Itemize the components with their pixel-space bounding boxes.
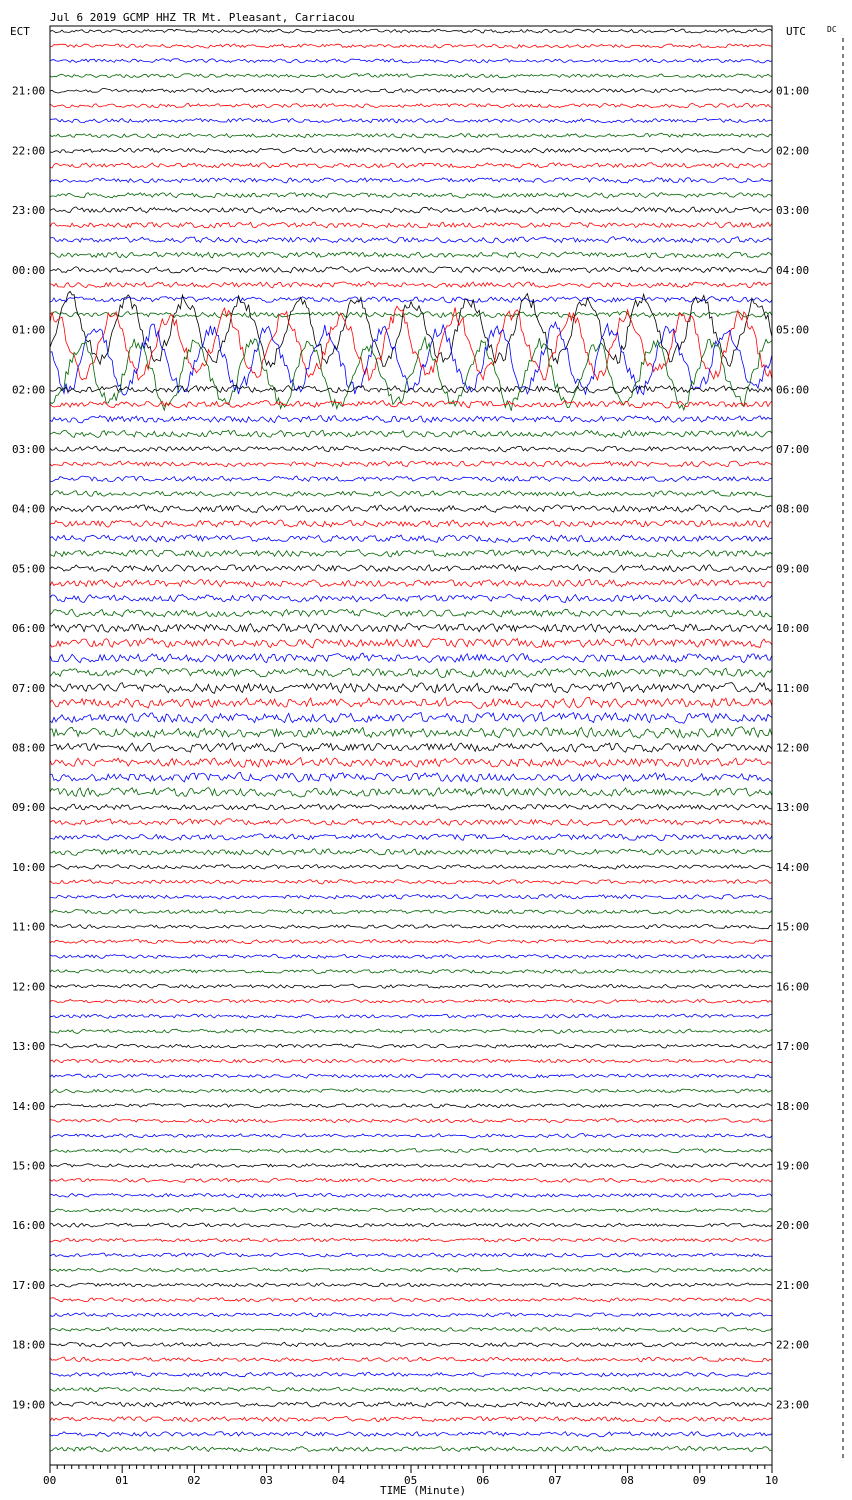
left-hour-label: 19:00 <box>12 1398 46 1412</box>
trace-line <box>50 1029 772 1033</box>
right-hour-label: 01:00 <box>776 84 810 98</box>
trace-line <box>50 788 772 798</box>
right-hour-label: 23:00 <box>776 1398 810 1412</box>
x-tick-label: 10 <box>765 1474 779 1487</box>
left-hour-label: 06:00 <box>12 622 46 636</box>
trace-line <box>50 1014 772 1018</box>
trace-line <box>50 1328 772 1332</box>
trace-line <box>50 207 772 213</box>
right-hour-label: 02:00 <box>776 144 810 158</box>
trace-line <box>50 148 772 153</box>
trace-line <box>50 954 772 958</box>
trace-line <box>50 222 772 228</box>
left-hour-label: 13:00 <box>12 1040 46 1053</box>
x-tick-label: 06 <box>476 1474 490 1487</box>
trace-line <box>50 834 772 841</box>
left-hour-label: 11:00 <box>12 920 46 934</box>
x-tick-label: 02 <box>187 1474 201 1487</box>
trace-line <box>50 322 772 395</box>
trace-line <box>50 804 772 810</box>
trace-line <box>50 758 772 768</box>
trace-line <box>50 1253 772 1257</box>
right-hour-label: 15:00 <box>776 920 810 934</box>
trace-line <box>50 638 772 648</box>
right-hour-label: 06:00 <box>776 383 810 397</box>
trace-line <box>50 849 772 856</box>
right-hour-label: 19:00 <box>776 1159 810 1173</box>
trace-line <box>50 535 772 543</box>
right-hour-label: 09:00 <box>776 562 810 576</box>
right-hour-label: 10:00 <box>776 622 810 636</box>
trace-line <box>50 1432 772 1437</box>
x-tick-label: 05 <box>404 1474 418 1487</box>
right-hour-labels <box>776 85 809 1412</box>
trace-line <box>50 44 772 48</box>
trace-line <box>50 924 772 928</box>
trace-line <box>50 1193 772 1197</box>
trace-line <box>50 653 772 663</box>
trace-line <box>50 1163 772 1167</box>
trace-line <box>50 505 772 513</box>
trace-line <box>50 1119 772 1123</box>
trace-line <box>50 1238 772 1242</box>
x-tick-label: 01 <box>115 1474 129 1487</box>
trace-line <box>50 1372 772 1377</box>
right-hour-label: 11:00 <box>776 681 810 695</box>
right-hour-label: 14:00 <box>776 860 810 874</box>
left-hour-label: 03:00 <box>12 443 46 456</box>
right-hour-label: 03:00 <box>776 204 810 218</box>
corner-label: DC <box>827 25 837 34</box>
right-hour-label: 18:00 <box>776 1099 810 1113</box>
trace-line <box>50 712 772 723</box>
trace-line <box>50 579 772 587</box>
trace-line <box>50 697 772 708</box>
trace-line <box>50 1223 772 1227</box>
trace-line <box>50 609 772 617</box>
trace-line <box>50 1268 772 1272</box>
left-hour-label: 04:00 <box>12 502 46 516</box>
trace-line <box>50 401 772 409</box>
trace-line <box>50 446 772 452</box>
right-hour-label: 17:00 <box>776 1040 810 1053</box>
trace-line <box>50 1104 772 1108</box>
trace-line <box>50 133 772 138</box>
trace-line <box>50 1357 772 1362</box>
trace-line <box>50 939 772 943</box>
trace-line <box>50 1387 772 1392</box>
left-hour-label: 02:00 <box>12 383 46 397</box>
trace-line <box>50 416 772 423</box>
trace-line <box>50 668 772 677</box>
left-hour-label: 15:00 <box>12 1159 46 1173</box>
x-tick-label: 09 <box>692 1474 707 1487</box>
right-hour-label: 12:00 <box>776 741 810 755</box>
trace-line <box>50 103 772 107</box>
trace-group <box>50 29 772 1452</box>
trace-line <box>50 1313 772 1317</box>
trace-line <box>50 1089 772 1093</box>
trace-line <box>50 306 772 380</box>
x-tick-label: 08 <box>620 1474 634 1487</box>
trace-line <box>50 163 772 168</box>
trace-line <box>50 1178 772 1182</box>
trace-line <box>50 1059 772 1063</box>
trace-line <box>50 386 772 394</box>
trace-line <box>50 865 772 870</box>
x-tick-label: 03 <box>259 1474 273 1487</box>
trace-line <box>50 910 772 914</box>
trace-line <box>50 773 772 782</box>
left-hour-labels <box>12 85 45 1412</box>
left-hour-label: 18:00 <box>12 1338 46 1352</box>
trace-line <box>50 520 772 527</box>
trace-line <box>50 252 772 258</box>
trace-line <box>50 819 772 826</box>
right-hour-label: 20:00 <box>776 1219 810 1233</box>
trace-line <box>50 1208 772 1212</box>
left-hour-label: 22:00 <box>12 144 46 158</box>
trace-line <box>50 1044 772 1048</box>
trace-line <box>50 682 772 693</box>
trace-line <box>50 1446 772 1452</box>
trace-line <box>50 1416 772 1421</box>
trace-line <box>50 984 772 988</box>
trace-line <box>50 178 772 183</box>
trace-line <box>50 1134 772 1138</box>
x-tick-label: 00 <box>43 1474 57 1487</box>
trace-line <box>50 1074 772 1078</box>
trace-line <box>50 59 772 63</box>
plot-frame <box>50 26 772 1465</box>
right-hour-label: 07:00 <box>776 443 810 456</box>
trace-line <box>50 29 772 33</box>
trace-line <box>50 727 772 738</box>
left-hour-label: 05:00 <box>12 562 46 576</box>
trace-line <box>50 594 772 602</box>
trace-line <box>50 623 772 632</box>
trace-line <box>50 74 772 78</box>
right-hour-label: 08:00 <box>776 502 810 516</box>
trace-line <box>50 193 772 198</box>
trace-line <box>50 1283 772 1287</box>
trace-line <box>50 1342 772 1347</box>
left-hour-label: 12:00 <box>12 980 46 994</box>
trace-line <box>50 312 772 318</box>
trace-line <box>50 550 772 557</box>
trace-line <box>50 969 772 973</box>
trace-line <box>50 237 772 243</box>
trace-line <box>50 999 772 1003</box>
trace-line <box>50 565 772 572</box>
left-hour-label: 07:00 <box>12 681 46 695</box>
left-hour-label: 23:00 <box>12 204 46 218</box>
left-hour-label: 14:00 <box>12 1099 46 1113</box>
trace-line <box>50 1298 772 1302</box>
trace-line <box>50 476 772 482</box>
right-hour-label: 16:00 <box>776 980 810 994</box>
left-hour-label: 08:00 <box>12 741 46 755</box>
trace-line <box>50 1149 772 1153</box>
trace-line <box>50 430 772 437</box>
right-hour-label: 04:00 <box>776 263 810 277</box>
trace-line <box>50 88 772 93</box>
x-tick-label: 07 <box>548 1474 562 1487</box>
right-timezone-label: UTC <box>786 25 806 38</box>
trace-line <box>50 1402 772 1408</box>
left-hour-label: 17:00 <box>12 1278 46 1292</box>
trace-line <box>50 118 772 123</box>
left-timezone-label: ECT <box>10 25 30 38</box>
left-hour-label: 01:00 <box>12 323 46 337</box>
trace-line <box>50 880 772 885</box>
left-hour-label: 16:00 <box>12 1219 46 1233</box>
trace-line <box>50 491 772 497</box>
left-hour-label: 09:00 <box>12 801 46 815</box>
trace-line <box>50 743 772 752</box>
right-hour-label: 13:00 <box>776 801 810 815</box>
x-tick-label: 04 <box>331 1474 346 1487</box>
x-axis-label: TIME (Minute) <box>380 1484 467 1497</box>
left-hour-label: 21:00 <box>12 84 46 98</box>
left-hour-label: 10:00 <box>12 860 46 874</box>
trace-line <box>50 267 772 273</box>
trace-line <box>50 895 772 900</box>
trace-line <box>50 282 772 288</box>
trace-line <box>50 461 772 467</box>
left-hour-label: 00:00 <box>12 263 46 277</box>
right-hour-label: 21:00 <box>776 1278 810 1292</box>
right-hour-label: 05:00 <box>776 323 810 337</box>
chart-title: Jul 6 2019 GCMP HHZ TR Mt. Pleasant, Carriacou <box>50 11 355 24</box>
right-hour-label: 22:00 <box>776 1338 810 1352</box>
